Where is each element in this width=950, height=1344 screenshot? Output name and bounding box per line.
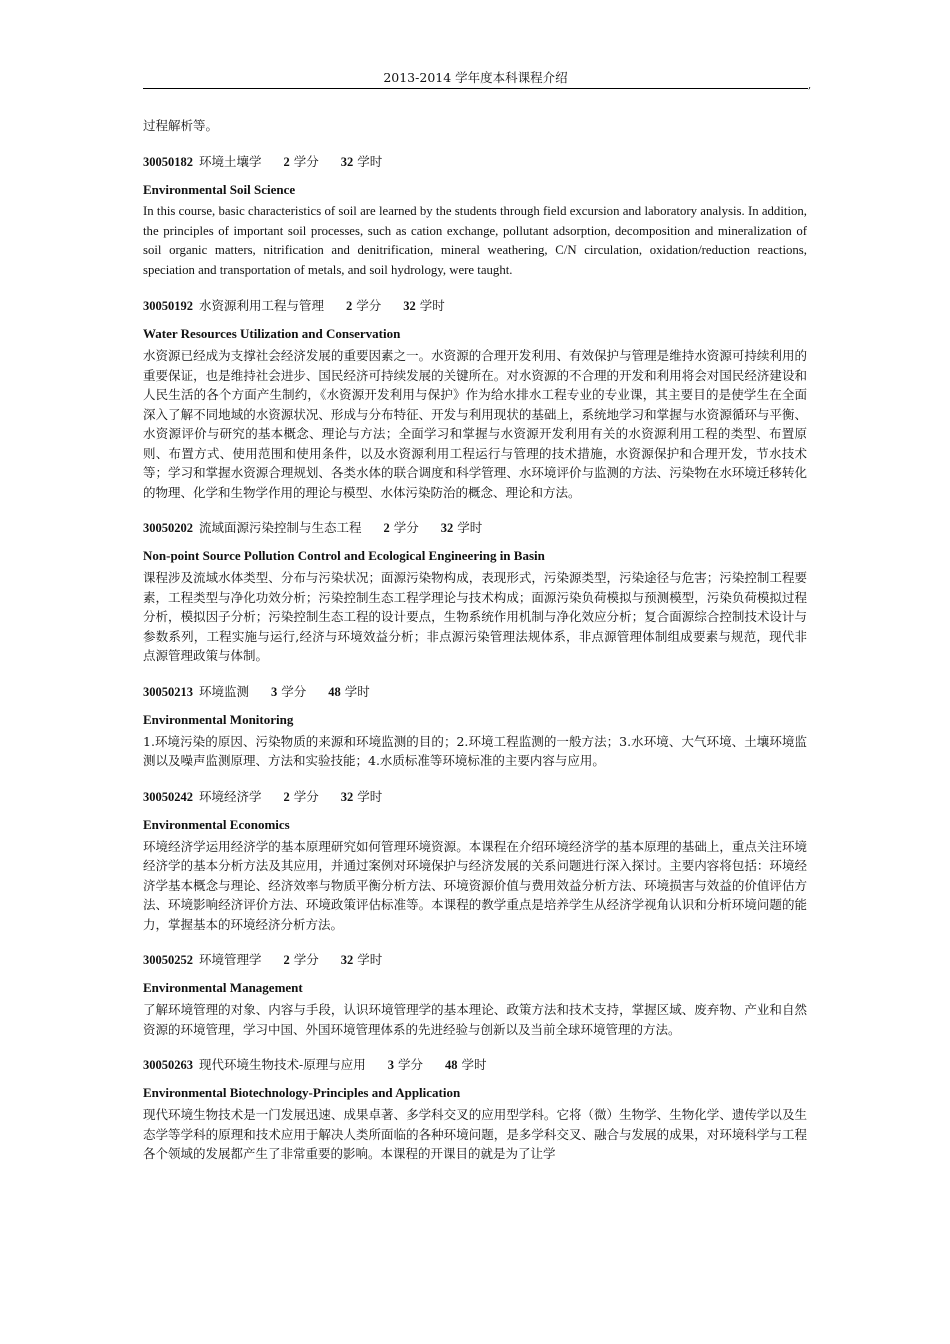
credit-number: 2 (346, 299, 353, 313)
course-credit (346, 298, 381, 313)
course-header (143, 296, 807, 316)
hours-unit: 学时 (457, 520, 483, 535)
course-entry (143, 1055, 807, 1164)
course-entry (143, 296, 807, 502)
course-description: 了解环境管理的对象、内容与手段，认识环境管理学的基本理论、政策方法和技术支持，掌握区域、废弃物、产业和自然资源的环境管理，学习中国、外国环境管理体系的先进经验与创新以及当前全球环境管理的方法。 (143, 1002, 807, 1037)
course-hours (328, 684, 370, 699)
credit-number: 2 (283, 789, 290, 804)
page-content (143, 116, 807, 1164)
hours-unit: 学时 (344, 683, 370, 699)
course-code: 30050263 (143, 1058, 193, 1072)
header-mark: , (808, 80, 812, 91)
course-header (143, 152, 807, 172)
credit-number: 2 (283, 155, 290, 169)
course-header (143, 518, 807, 538)
course-english-title: Environmental Soil Science (143, 182, 296, 197)
credit-unit: 学分 (293, 154, 319, 169)
course-entry (143, 152, 807, 280)
credit-unit: 学分 (397, 1057, 423, 1072)
credit-unit: 学分 (293, 952, 319, 967)
course-english-title: Environmental Monitoring (143, 711, 294, 727)
hours-number: 48 (328, 684, 341, 699)
course-code: 30050252 (143, 953, 193, 967)
hours-unit: 学时 (357, 154, 383, 169)
course-header (143, 787, 807, 807)
hours-number: 32 (340, 789, 354, 804)
course-hours (403, 298, 445, 313)
course-hours (341, 154, 383, 169)
course-description: 水资源已经成为支撑社会经济发展的重要因素之一。水资源的合理开发利用、有效保护与管理是维持水资源可持续利用的重要保证，也是维持社会进步、国民经济可持续发展的关键所在。对水资源的不合理的开发和利用将会对国民经济建设和人民生活的各个方面产生制约，《水资源开发利用与保护》作为给水排水工程专业的专业课，其主要目的是使学生在全面深入了解不同地域的水资源状况、形成与分布特征、开发与利用现状的基础上，系统地学习和掌握与水资源循环与平衡、水资源评价与研究的基本概念、理论与方法；全面学习和掌握与水资源开发利用有关的水资源利用工程的类型、布置原则、布置方式、使用范围和使用条件，以及水资源利用工程运行与管理的技术措施，水资源保护和合理开发，节水技术等；学习和掌握水资源合理规划、各类水体的联合调度和科学管理、水环境评价与监测的方法、污染物在水环境迁移转化的物理、化学和生物学作用的理论与模型、水体污染防治的概念、理论和方法。 (143, 348, 807, 500)
hours-number: 32 (340, 953, 354, 967)
course-description: 课程涉及流域水体类型、分布与污染状况；面源污染物构成，表现形式，污染源类型，污染途径与危害；污染控制工程要素，工程类型与净化功效分析；污染控制生态工程学理论与技术构成；面源污染负荷模拟与预测模型，污染负荷模拟过程分析，模拟因子分析；污染控制生态工程的设计要点，生物系统作用机制与净化效应分析；复合面源综合控制技术设计与参数系列，工程实施与运行,经济与环境效益分析；非点源污染管理法规体系，非点源管理体制组成要素与规范，现代非点源管理政策与体制。 (143, 570, 807, 663)
course-entry (143, 518, 807, 666)
course-hours (341, 952, 383, 967)
course-header (143, 682, 807, 702)
hours-number: 32 (403, 299, 416, 313)
course-code: 30050213 (143, 684, 193, 699)
course-code: 30050182 (143, 155, 193, 169)
course-name: 环境管理学 (199, 952, 262, 967)
credit-number: 2 (283, 953, 290, 967)
course-name: 现代环境生物技术-原理与应用 (199, 1057, 366, 1072)
credit-unit: 学分 (281, 683, 307, 699)
course-english-title: Environmental Economics (143, 816, 290, 832)
course-code: 30050242 (143, 789, 193, 804)
hours-number: 48 (444, 1058, 458, 1072)
credit-unit: 学分 (293, 788, 319, 804)
credit-number: 2 (383, 521, 390, 535)
course-description: 现代环境生物技术是一门发展迅速、成果卓著、多学科交叉的应用型学科。它将（微）生物学、生物化学、遗传学以及生态学等学科的原理和技术应用于解决人类所面临的各种环境问题，是多学科交叉、融合与发展的成果，对环境科学与工程各个领域的发展都产生了非常重要的影响。本课程的开课目的就是为了让学 (143, 1107, 807, 1161)
course-credit (384, 520, 419, 535)
course-name: 流域面源污染控制与生态工程 (199, 520, 362, 535)
hours-unit: 学时 (419, 298, 445, 313)
course-credit (388, 1057, 423, 1072)
course-hours (445, 1057, 487, 1072)
hours-unit: 学时 (357, 788, 383, 804)
credit-number: 3 (387, 1058, 394, 1072)
course-description: 1.环境污染的原因、污染物质的来源和环境监测的目的；2.环境工程监测的一般方法；3.水环境、大气环境、土壤环境监测以及噪声监测原理、方法和实验技能；4.水质标准等环境标准的主要内容与应用。 (143, 733, 807, 768)
course-entry (143, 787, 807, 935)
course-code: 30050202 (143, 521, 193, 535)
course-name: 水资源利用工程与管理 (199, 298, 325, 313)
hours-number: 32 (440, 521, 454, 535)
course-name: 环境经济学 (199, 788, 262, 804)
course-credit (284, 154, 319, 169)
header-rule (143, 88, 808, 89)
course-name: 环境监测 (199, 683, 250, 699)
course-name: 环境土壤学 (199, 154, 262, 169)
page-header: 2013-2014 学年度本科课程介绍 (383, 70, 568, 85)
intro-text: 过程解析等。 (143, 118, 219, 133)
credit-number: 3 (271, 684, 278, 699)
course-hours (441, 520, 483, 535)
course-description: 环境经济学运用经济学的基本原理研究如何管理环境资源。本课程在介绍环境经济学的基本原理的基础上，重点关注环境经济学的基本分析方法及其应用，并通过案例对环境保护与经济发展的关系问题进行深入探讨。主要内容将包括：环境经济学基本概念与理论、经济效率与物质平衡分析方法、环境资源价值与费用效益分析方法、环境损害与效益的价值评估方法、环境影响经济评价方法、环境政策评估标准等。本课程的教学重点是培养学生从经济学视角认识和分析环境问题的能力，掌握基本的环境经济分析方法。 (143, 838, 807, 932)
course-header (143, 1055, 807, 1075)
hours-number: 32 (340, 155, 354, 169)
course-credit (284, 789, 319, 804)
course-english-title: Water Resources Utilization and Conservation (143, 326, 401, 341)
course-english-title: Environmental Management (143, 980, 303, 995)
hours-unit: 学时 (461, 1057, 487, 1072)
course-code: 30050192 (143, 299, 193, 313)
course-header (143, 950, 807, 970)
credit-unit: 学分 (356, 298, 382, 313)
course-english-title: Environmental Biotechnology-Principles and Application (143, 1085, 461, 1100)
hours-unit: 学时 (357, 952, 383, 967)
course-description: In this course, basic characteristics of soil are learned by the students through field excursion and laboratory analysis. In addition, the principles of important soil processes, such as cation exchange, pollutant adsorption, decomposition and mineralization of soil organic matters, nitrification and denitrification, mineral weathering, C/N circulation, oxidation/reduction reactions, speciation and transportation of metals, and soil hydrology, were taught. (143, 204, 807, 277)
course-credit (284, 952, 319, 967)
course-hours (341, 789, 383, 804)
course-entry (143, 682, 807, 771)
credit-unit: 学分 (393, 520, 419, 535)
course-english-title: Non-point Source Pollution Control and Ecological Engineering in Basin (143, 548, 545, 563)
course-entry (143, 950, 807, 1039)
course-credit (271, 684, 306, 699)
